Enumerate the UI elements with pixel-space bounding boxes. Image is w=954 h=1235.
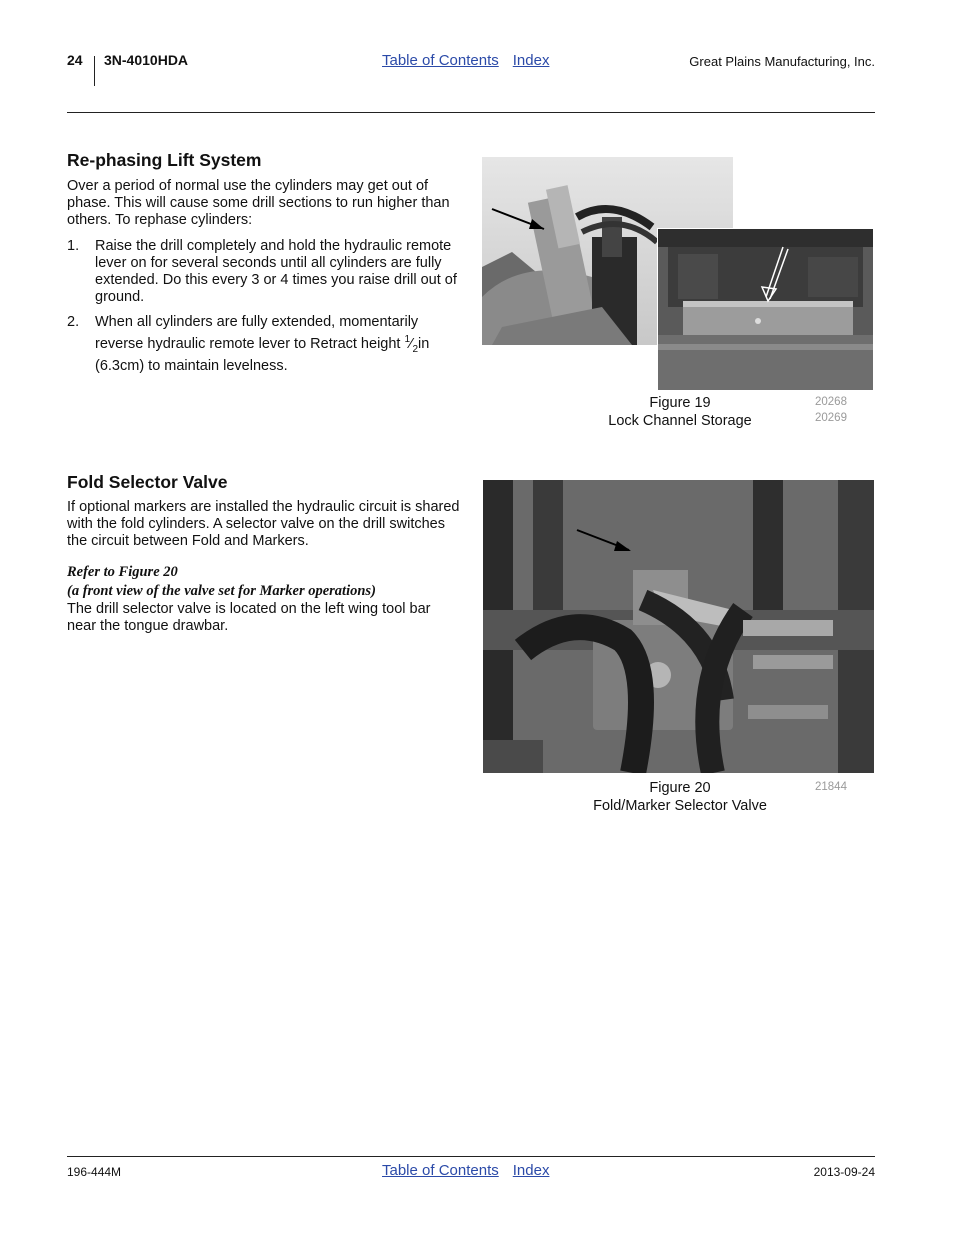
toc-link[interactable]: Table of Contents — [382, 1162, 499, 1179]
figure-number: 20268 — [815, 396, 847, 408]
company-name: Great Plains Manufacturing, Inc. — [689, 54, 875, 69]
toc-link[interactable]: Table of Contents — [382, 52, 499, 69]
fold-intro: If optional markers are installed the hydraulic circuit is shared with the fold cylinders. A selector valve on the drill switches the circuit between Fold and Markers. — [67, 499, 460, 549]
footer-rule — [67, 1156, 875, 1157]
figure-19-label: Figure 19 — [649, 395, 711, 411]
section-heading-rephasing: Re-phasing Lift System — [67, 150, 262, 170]
figure-20-title: Fold/Marker Selector Valve — [593, 798, 767, 814]
rephasing-steps — [67, 238, 459, 375]
figure-19-photo-channel — [658, 229, 873, 390]
doc-number: 196-444M — [67, 1165, 122, 1179]
figure-19-title: Lock Channel Storage — [608, 413, 752, 429]
step-item — [67, 314, 459, 375]
section-heading-fold: Fold Selector Valve — [67, 472, 228, 492]
half-fraction: $^1⁄_2$ — [404, 334, 419, 355]
figure-20-photo-valve — [483, 480, 874, 773]
figure-19-caption — [590, 394, 770, 430]
header-divider — [94, 56, 95, 86]
footer-links — [382, 1162, 549, 1179]
figure-20-label: Figure 20 — [649, 780, 711, 796]
figure-19-numbers — [815, 394, 847, 426]
figure-reference — [67, 563, 462, 601]
publication-date: 2013-09-24 — [813, 1165, 875, 1179]
figure-20-numbers — [815, 779, 847, 795]
step-text: Raise the drill completely and hold the hydraulic remote lever on for several seconds until all cylinders are fully extended. Do this every 3 or 4 times you raise drill out of ground. — [95, 238, 457, 305]
header-links — [382, 52, 549, 69]
index-link[interactable]: Index — [512, 1162, 550, 1179]
header-rule — [67, 112, 875, 113]
index-link[interactable]: Index — [512, 52, 550, 69]
fold-body: The drill selector valve is located on the left wing tool bar near the tongue drawbar. — [67, 601, 431, 634]
figure-20-caption — [575, 779, 785, 815]
rephasing-intro: Over a period of normal use the cylinders may get out of phase. This will cause some drill sections to run higher than others. To rephase cylinders: — [67, 178, 450, 228]
step-number: 1. — [67, 238, 80, 254]
fold-selector-section — [67, 472, 462, 635]
page-number: 24 — [67, 52, 83, 68]
rephasing-section — [67, 150, 459, 375]
reference-note: (a front view of the valve set for Marker operations) — [67, 583, 376, 599]
step-text: When all cylinders are fully extended, momentarily reverse hydraulic remote lever to Retract height — [95, 314, 419, 352]
figure-number: 21844 — [815, 781, 847, 793]
figure-number: 20269 — [815, 412, 847, 424]
model-number: 3N-4010HDA — [104, 52, 189, 68]
reference-line: Refer to Figure 20 — [67, 564, 178, 580]
step-text-end: in (6.3cm) to maintain levelness. — [95, 335, 430, 374]
step-item — [67, 238, 459, 306]
step-number: 2. — [67, 314, 80, 330]
